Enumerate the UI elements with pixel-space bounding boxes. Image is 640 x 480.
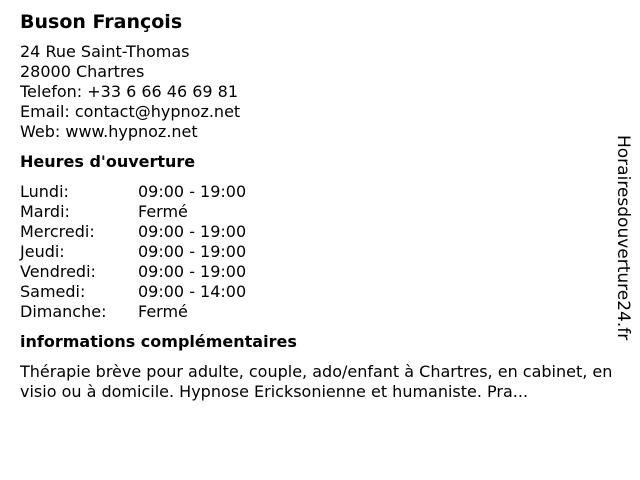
hours-row: [20, 282, 605, 302]
hours-row: [20, 302, 605, 322]
address-block: [20, 42, 605, 142]
opening-hours-title: Heures d'ouverture: [20, 152, 196, 171]
hours-day: Lundi:: [20, 182, 69, 201]
hours-time: 09:00 - 14:00: [138, 282, 247, 301]
hours-time: Fermé: [138, 302, 188, 321]
hours-row: [20, 262, 605, 282]
hours-day: Mardi:: [20, 202, 70, 221]
hours-day: Vendredi:: [20, 262, 96, 281]
hours-time: Fermé: [138, 202, 188, 221]
site-watermark: Horairesdouverture24.fr: [613, 135, 633, 341]
hours-row: [20, 242, 605, 262]
hours-row: [20, 202, 605, 222]
hours-time: 09:00 - 19:00: [138, 182, 247, 201]
street-address: 24 Rue Saint-Thomas: [20, 42, 190, 61]
business-card: [20, 10, 613, 402]
hours-time: 09:00 - 19:00: [138, 262, 247, 281]
hours-day: Samedi:: [20, 282, 86, 301]
hours-time: 09:00 - 19:00: [138, 222, 247, 241]
email-address: Email: contact@hypnoz.net: [20, 102, 241, 121]
hours-day: Dimanche:: [20, 302, 107, 321]
business-name: Buson François: [20, 11, 183, 33]
additional-info-title: informations complémentaires: [20, 332, 297, 351]
website: Web: www.hypnoz.net: [20, 122, 198, 141]
hours-row: [20, 182, 605, 202]
hours-day: Jeudi:: [20, 242, 65, 261]
phone-number: Telefon: +33 6 66 46 69 81: [20, 82, 239, 101]
hours-time: 09:00 - 19:00: [138, 242, 247, 261]
city-postal-code: 28000 Chartres: [20, 62, 145, 81]
additional-info-text: Thérapie brève pour adulte, couple, ado/enfant à Chartres, en cabinet, en visio ou à domicile. Hypnose Ericksonienne et humaniste. Pra...: [20, 362, 613, 401]
hours-row: [20, 222, 605, 242]
opening-hours-table: [20, 182, 605, 322]
hours-day: Mercredi:: [20, 222, 95, 241]
